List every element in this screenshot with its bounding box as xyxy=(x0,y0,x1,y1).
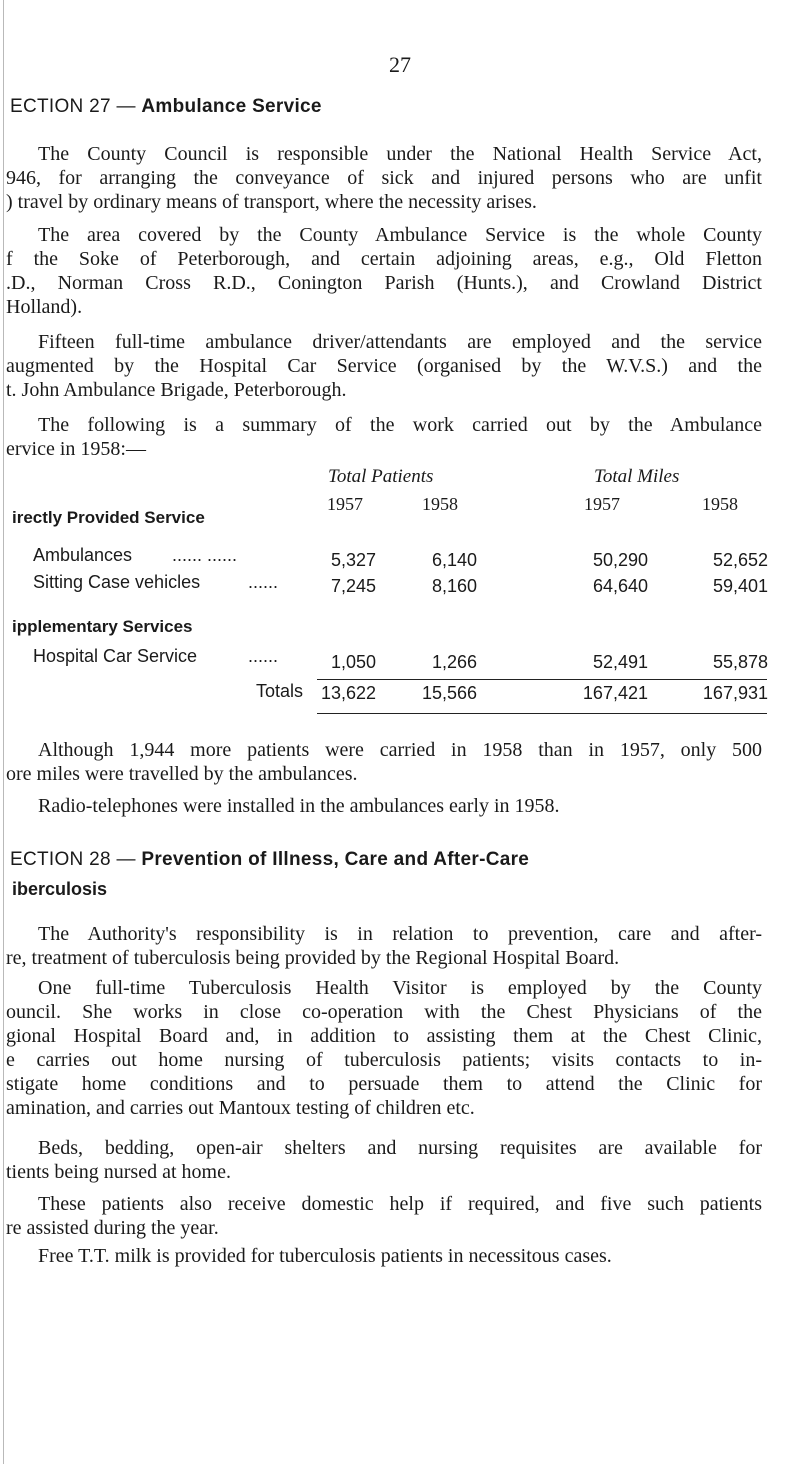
column-header-patients-1958: 1958 xyxy=(422,494,458,514)
paragraph-area-covered xyxy=(6,223,762,319)
cell-totals-miles-1957: 167,421 xyxy=(582,683,648,703)
text-line: e carries out home nursing of tuberculosis patients; visits contacts to in- xyxy=(6,1049,762,1071)
text-line: Free T.T. milk is provided for tuberculosis patients in necessitous cases. xyxy=(38,1245,612,1267)
section-27-heading xyxy=(10,96,322,118)
section-28-title: Prevention of Illness, Care and After-Care xyxy=(141,849,530,870)
page-number: 27 xyxy=(389,52,411,77)
paragraph-domestic-help xyxy=(6,1192,762,1240)
text-line: tients being nursed at home. xyxy=(6,1161,231,1183)
column-header-miles-1957: 1957 xyxy=(584,494,620,514)
cell-sitting-patients-1958: 8,160 xyxy=(431,576,477,596)
cell-totals-miles-1958: 167,931 xyxy=(702,683,768,703)
text-line: Radio-telephones were installed in the ambulances early in 1958. xyxy=(38,795,560,817)
text-line: ore miles were travelled by the ambulances. xyxy=(6,763,358,785)
cell-hospital-car-patients-1958: 1,266 xyxy=(431,652,477,672)
section-27-number: ECTION 27 — xyxy=(10,96,136,117)
cell-hospital-car-miles-1958: 55,878 xyxy=(712,652,768,672)
cell-sitting-patients-1957: 7,245 xyxy=(330,576,376,596)
text-line: ouncil. She works in close co-operation with the Chest Physicians of the xyxy=(6,1001,762,1023)
column-header-patients-1957: 1957 xyxy=(327,494,363,514)
paragraph-comparison xyxy=(6,738,762,786)
text-line: ) travel by ordinary means of transport, where the necessity arises. xyxy=(6,191,537,213)
text-line: The area covered by the County Ambulance Service is the whole County xyxy=(38,224,762,246)
row-label-sitting-case-vehicles: Sitting Case vehicles xyxy=(33,572,201,592)
text-line: amination, and carries out Mantoux testing of children etc. xyxy=(6,1097,475,1119)
cell-hospital-car-miles-1957: 52,491 xyxy=(592,652,648,672)
row-label-hospital-car-service: Hospital Car Service xyxy=(33,646,198,666)
text-line: One full-time Tuberculosis Health Visitor is employed by the County xyxy=(38,977,762,999)
text-line: f the Soke of Peterborough, and certain adjoining areas, e.g., Old Fletton xyxy=(6,248,762,270)
cell-sitting-miles-1957: 64,640 xyxy=(592,576,648,596)
row-label-ambulances: Ambulances xyxy=(33,545,133,565)
leader-dots: ...... xyxy=(248,572,279,592)
text-line: The Authority's responsibility is in relation to prevention, care and after- xyxy=(38,923,762,945)
scan-edge-line xyxy=(3,0,4,1464)
tuberculosis-subheading: iberculosis xyxy=(12,879,108,899)
cell-ambulances-patients-1957: 5,327 xyxy=(330,550,376,570)
paragraph-free-milk xyxy=(6,1244,762,1268)
text-line: ervice in 1958:— xyxy=(6,438,146,460)
text-line: .D., Norman Cross R.D., Conington Parish (Hunts.), and Crowland District xyxy=(6,272,762,294)
text-line: re assisted during the year. xyxy=(6,1217,219,1239)
text-line: The following is a summary of the work carried out by the Ambulance xyxy=(38,414,762,436)
cell-hospital-car-patients-1957: 1,050 xyxy=(330,652,376,672)
cell-totals-patients-1958: 15,566 xyxy=(421,683,477,703)
text-line: Holland). xyxy=(6,296,83,318)
table-rule-bottom xyxy=(317,713,767,714)
column-group-total-patients: Total Patients xyxy=(328,466,434,487)
table-rule-top xyxy=(317,679,767,680)
paragraph-authority-responsibility xyxy=(6,922,762,970)
text-line: augmented by the Hospital Car Service (organised by the W.V.S.) and the xyxy=(6,355,762,377)
paragraph-staff xyxy=(6,330,762,402)
text-line: Beds, bedding, open-air shelters and nursing requisites are available for xyxy=(38,1137,762,1159)
text-line: Fifteen full-time ambulance driver/attendants are employed and the service xyxy=(38,331,762,353)
text-line: t. John Ambulance Brigade, Peterborough. xyxy=(6,379,347,401)
row-group-supplementary: ipplementary Services xyxy=(12,617,193,636)
paragraph-radio-telephones xyxy=(6,794,762,818)
row-group-directly-provided: irectly Provided Service xyxy=(12,508,205,527)
column-group-total-miles: Total Miles xyxy=(594,466,680,487)
cell-ambulances-miles-1958: 52,652 xyxy=(712,550,768,570)
cell-sitting-miles-1958: 59,401 xyxy=(712,576,768,596)
cell-totals-patients-1957: 13,622 xyxy=(320,683,376,703)
text-line: These patients also receive domestic help if required, and five such patients xyxy=(38,1193,762,1215)
text-line: 946, for arranging the conveyance of sick and injured persons who are unfit xyxy=(6,167,762,189)
leader-dots: ...... ...... xyxy=(172,545,238,565)
column-header-miles-1958: 1958 xyxy=(702,494,738,514)
paragraph-summary-intro xyxy=(6,413,762,461)
text-line: stigate home conditions and to persuade them to attend the Clinic for xyxy=(6,1073,762,1095)
row-label-totals: Totals xyxy=(256,681,304,701)
section-27-title: Ambulance Service xyxy=(141,96,322,117)
cell-ambulances-miles-1957: 50,290 xyxy=(592,550,648,570)
leader-dots: ...... xyxy=(248,646,279,666)
section-28-number: ECTION 28 — xyxy=(10,849,136,870)
paragraph-beds-bedding xyxy=(6,1136,762,1184)
paragraph-health-visitor xyxy=(6,976,762,1120)
paragraph-responsibility xyxy=(6,142,762,214)
section-28-heading xyxy=(10,849,529,871)
text-line: gional Hospital Board and, in addition to assisting them at the Chest Clinic, xyxy=(6,1025,762,1047)
text-line: re, treatment of tuberculosis being provided by the Regional Hospital Board. xyxy=(6,947,620,969)
cell-ambulances-patients-1958: 6,140 xyxy=(431,550,477,570)
text-line: Although 1,944 more patients were carried in 1958 than in 1957, only 500 xyxy=(38,739,762,761)
text-line: The County Council is responsible under the National Health Service Act, xyxy=(38,143,762,165)
